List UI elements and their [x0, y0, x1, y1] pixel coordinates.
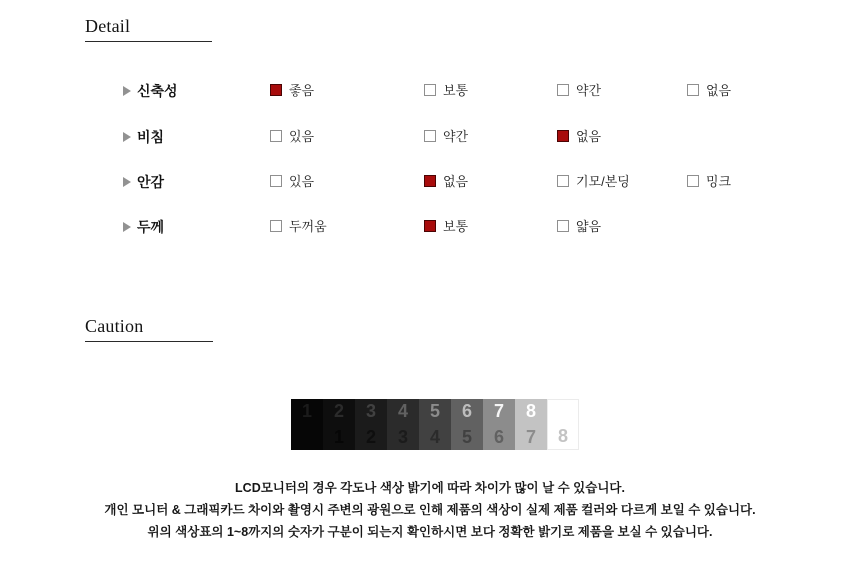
detail-heading-underline — [85, 41, 212, 42]
scale-digit-top: 7 — [493, 401, 504, 421]
detail-section-heading — [85, 16, 130, 37]
checkbox-unchecked-icon — [424, 130, 436, 142]
attribute-label: 신축성 — [137, 83, 178, 99]
attribute-label: 안감 — [137, 174, 165, 190]
caution-heading-underline — [85, 341, 213, 342]
scale-segment — [355, 399, 387, 450]
detail-row — [0, 173, 860, 191]
checkbox-unchecked-icon — [270, 175, 282, 187]
option-label: 없음 — [443, 174, 469, 189]
scale-segment — [323, 399, 355, 450]
option-label: 기모/본딩 — [576, 174, 630, 189]
scale-digit-top: 1 — [301, 401, 312, 421]
checkbox-unchecked-icon — [687, 84, 699, 96]
attribute-option — [270, 173, 314, 191]
detail-row — [0, 218, 860, 236]
option-label: 있음 — [289, 129, 315, 144]
scale-segment — [291, 399, 323, 450]
scale-digit-top: 8 — [525, 401, 536, 421]
scale-digit-top: 3 — [365, 401, 376, 421]
checkbox-checked-icon — [557, 130, 569, 142]
scale-digit-bottom: 7 — [525, 426, 536, 447]
checkbox-checked-icon — [424, 175, 436, 187]
checkbox-checked-icon — [424, 220, 436, 232]
caution-line: 개인 모니터 & 그래픽카드 차이와 촬영시 주변의 광원으로 인해 제품의 색상이 실제 제품 컬러와 다르게 보일 수 있습니다. — [104, 503, 756, 517]
attribute-option — [557, 128, 601, 146]
checkbox-unchecked-icon — [557, 220, 569, 232]
checkbox-unchecked-icon — [687, 175, 699, 187]
option-label: 밍크 — [706, 174, 732, 189]
scale-segment — [451, 399, 483, 450]
attribute-option — [270, 218, 327, 236]
scale-digit-top: 4 — [397, 401, 408, 421]
caution-text-block — [0, 477, 860, 543]
option-label: 보통 — [443, 83, 469, 98]
scale-digit-top: 5 — [429, 401, 440, 421]
attribute-option — [687, 82, 731, 100]
scale-segment — [547, 399, 579, 450]
scale-digit-bottom — [291, 425, 323, 451]
checkbox-unchecked-icon — [557, 175, 569, 187]
option-label: 약간 — [576, 83, 602, 98]
checkbox-unchecked-icon — [557, 84, 569, 96]
scale-segment — [515, 399, 547, 450]
attribute-label: 비침 — [137, 129, 165, 145]
detail-row — [0, 128, 860, 146]
option-label: 얇음 — [576, 219, 602, 234]
attribute-label: 두께 — [137, 219, 165, 235]
checkbox-checked-icon — [270, 84, 282, 96]
attribute-option — [424, 128, 468, 146]
scale-digit-bottom: 1 — [333, 426, 344, 447]
scale-digit-bottom: 8 — [557, 425, 568, 446]
detail-heading-text: Detail — [85, 16, 131, 36]
detail-row — [0, 82, 860, 100]
option-label: 없음 — [706, 83, 732, 98]
scale-segment — [419, 399, 451, 450]
row-arrow-icon — [123, 86, 131, 96]
row-arrow-icon — [123, 177, 131, 187]
attribute-option — [270, 82, 314, 100]
attribute-option — [687, 173, 731, 191]
row-arrow-icon — [123, 222, 131, 232]
attribute-option — [557, 218, 601, 236]
attribute-option — [424, 173, 468, 191]
attribute-option — [424, 82, 468, 100]
scale-digit-bottom: 6 — [493, 426, 504, 447]
checkbox-unchecked-icon — [270, 220, 282, 232]
caution-line: LCD모니터의 경우 각도나 색상 밝기에 따라 차이가 많이 날 수 있습니다. — [235, 481, 625, 495]
scale-digit-bottom: 3 — [397, 426, 408, 447]
scale-segment — [387, 399, 419, 450]
brightness-scale-bar — [291, 399, 579, 450]
scale-segment — [483, 399, 515, 450]
scale-digit-bottom: 5 — [461, 426, 472, 447]
scale-digit-top: 6 — [461, 401, 472, 421]
scale-digit-bottom: 2 — [365, 426, 376, 447]
row-arrow-icon — [123, 132, 131, 142]
option-label: 좋음 — [289, 83, 315, 98]
scale-digit-top — [548, 400, 578, 424]
checkbox-unchecked-icon — [270, 130, 282, 142]
option-label: 있음 — [289, 174, 315, 189]
scale-digit-bottom: 4 — [429, 426, 440, 447]
option-label: 약간 — [443, 129, 469, 144]
attribute-option — [557, 173, 630, 191]
caution-section-heading — [85, 316, 143, 337]
option-label: 보통 — [443, 219, 469, 234]
option-label: 없음 — [576, 129, 602, 144]
caution-line: 위의 색상표의 1~8까지의 숫자가 구분이 되는지 확인하시면 보다 정확한 밝기로 제품을 보실 수 있습니다. — [147, 525, 713, 539]
option-label: 두꺼움 — [289, 219, 327, 234]
scale-digit-top: 2 — [333, 401, 344, 421]
checkbox-unchecked-icon — [424, 84, 436, 96]
attribute-option — [424, 218, 468, 236]
caution-heading-text: Caution — [85, 316, 144, 336]
attribute-option — [270, 128, 314, 146]
attribute-option — [557, 82, 601, 100]
